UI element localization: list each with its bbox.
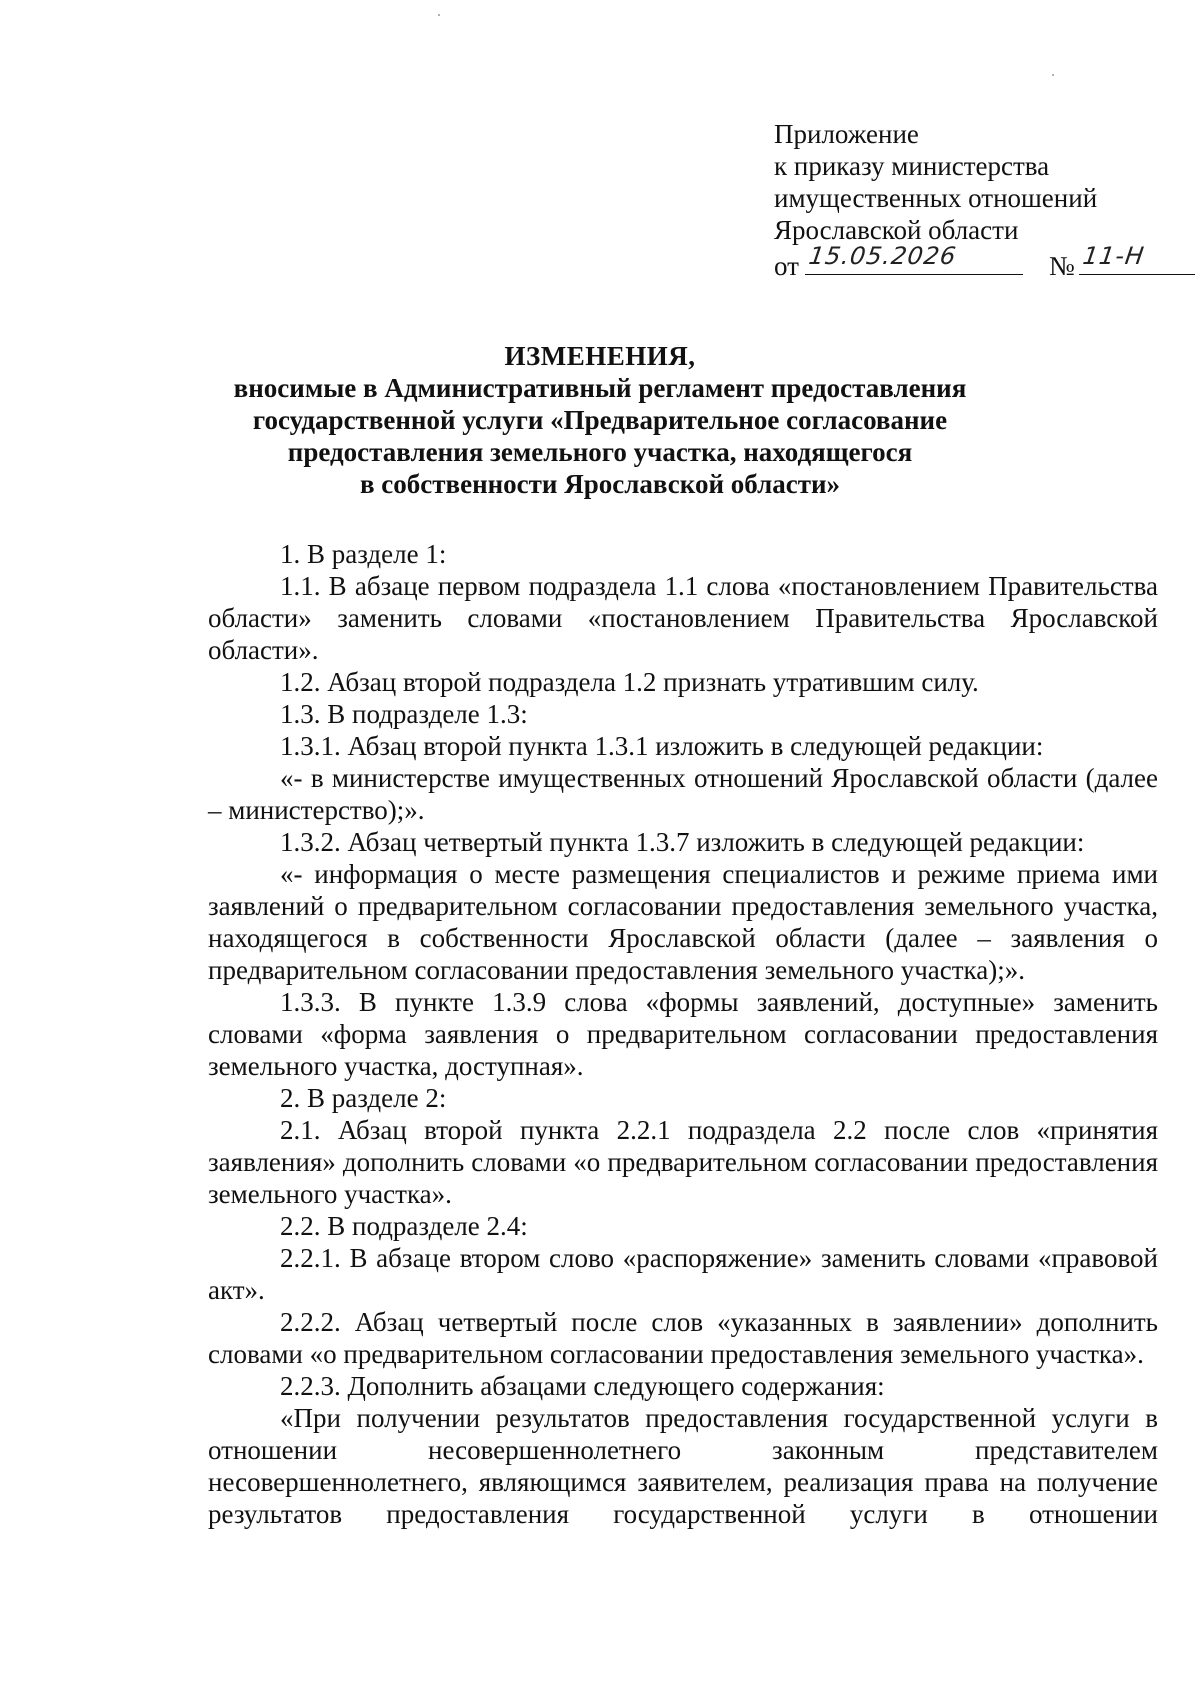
appendix-line-4: Ярославской области bbox=[774, 215, 1019, 245]
paragraph: 2.2.1. В абзаце втором слово «распоряжение» заменить словами «правовой акт». bbox=[208, 1243, 1158, 1305]
title-line-4: в собственности Ярославской области» bbox=[359, 469, 841, 499]
handwritten-date: 15.05.2026 bbox=[806, 242, 959, 270]
paragraph: 2. В разделе 2: bbox=[280, 1083, 447, 1113]
title-line-1: вносимые в Административный регламент предоставления bbox=[233, 373, 967, 403]
paragraph: «- информация о месте размещения специалистов и режиме приема ими заявлений о предварительном согласовании предоставления земельного участка, находящегося в собственности Ярославской области (далее – заявления о предварительном согласовании предоставления земельного участка);». bbox=[208, 859, 1158, 985]
paragraph: «- в министерстве имущественных отношений Ярославской области (далее – министерство);». bbox=[208, 763, 1158, 825]
number-field bbox=[1079, 242, 1195, 275]
appendix-line-1: Приложение bbox=[774, 119, 919, 149]
paragraph: 1.1. В абзаце первом подраздела 1.1 слова «постановлением Правительства области» заменить словами «постановлением Правительства Ярославской области». bbox=[208, 571, 1158, 665]
appendix-header bbox=[774, 118, 1097, 246]
date-field bbox=[805, 242, 1023, 275]
title-line-3: предоставления земельного участка, находящегося bbox=[287, 437, 913, 467]
document-title bbox=[0, 340, 1200, 500]
paragraph: 1.2. Абзац второй подраздела 1.2 признать утратившим силу. bbox=[280, 667, 979, 697]
paragraph: 2.2. В подразделе 2.4: bbox=[280, 1211, 528, 1241]
scan-speck bbox=[1052, 74, 1054, 76]
paragraph: 2.2.3. Дополнить абзацами следующего содержания: bbox=[280, 1371, 885, 1401]
document-body bbox=[208, 538, 1158, 1530]
paragraph: «При получении результатов предоставления государственной услуги в отношении несовершеннолетнего законным представителем несовершеннолетнего, являющимся заявителем, реализация права на получение результатов предоставления государственной услуги в отношении bbox=[208, 1403, 1158, 1529]
order-date-number-line bbox=[774, 242, 1195, 282]
paragraph: 2.2.2. Абзац четвертый после слов «указанных в заявлении» дополнить словами «о предварительном согласовании предоставления земельного участка». bbox=[208, 1307, 1158, 1369]
paragraph: 2.1. Абзац второй пункта 2.2.1 подраздела 2.2 после слов «принятия заявления» дополнить словами «о предварительном согласовании предоставления земельного участка». bbox=[208, 1115, 1158, 1209]
title-line-2: государственной услуги «Предварительное согласование bbox=[252, 405, 948, 435]
paragraph: 1.3.3. В пункте 1.3.9 слова «формы заявлений, доступные» заменить словами «форма заявления о предварительном согласовании предоставления земельного участка, доступная». bbox=[208, 987, 1158, 1081]
number-prefix: № bbox=[1048, 251, 1075, 281]
handwritten-number: 11-Н bbox=[1080, 242, 1146, 270]
appendix-line-3: имущественных отношений bbox=[774, 183, 1098, 213]
paragraph: 1.3.2. Абзац четвертый пункта 1.3.7 изложить в следующей редакции: bbox=[280, 827, 1085, 857]
paragraph: 1.3. В подразделе 1.3: bbox=[280, 699, 528, 729]
paragraph: 1.3.1. Абзац второй пункта 1.3.1 изложить в следующей редакции: bbox=[280, 731, 1044, 761]
scan-speck bbox=[438, 14, 440, 16]
date-prefix: от bbox=[774, 251, 799, 281]
title-main: ИЗМЕНЕНИЯ, bbox=[504, 341, 696, 371]
appendix-line-2: к приказу министерства bbox=[774, 151, 1050, 181]
paragraph: 1. В разделе 1: bbox=[280, 539, 447, 569]
